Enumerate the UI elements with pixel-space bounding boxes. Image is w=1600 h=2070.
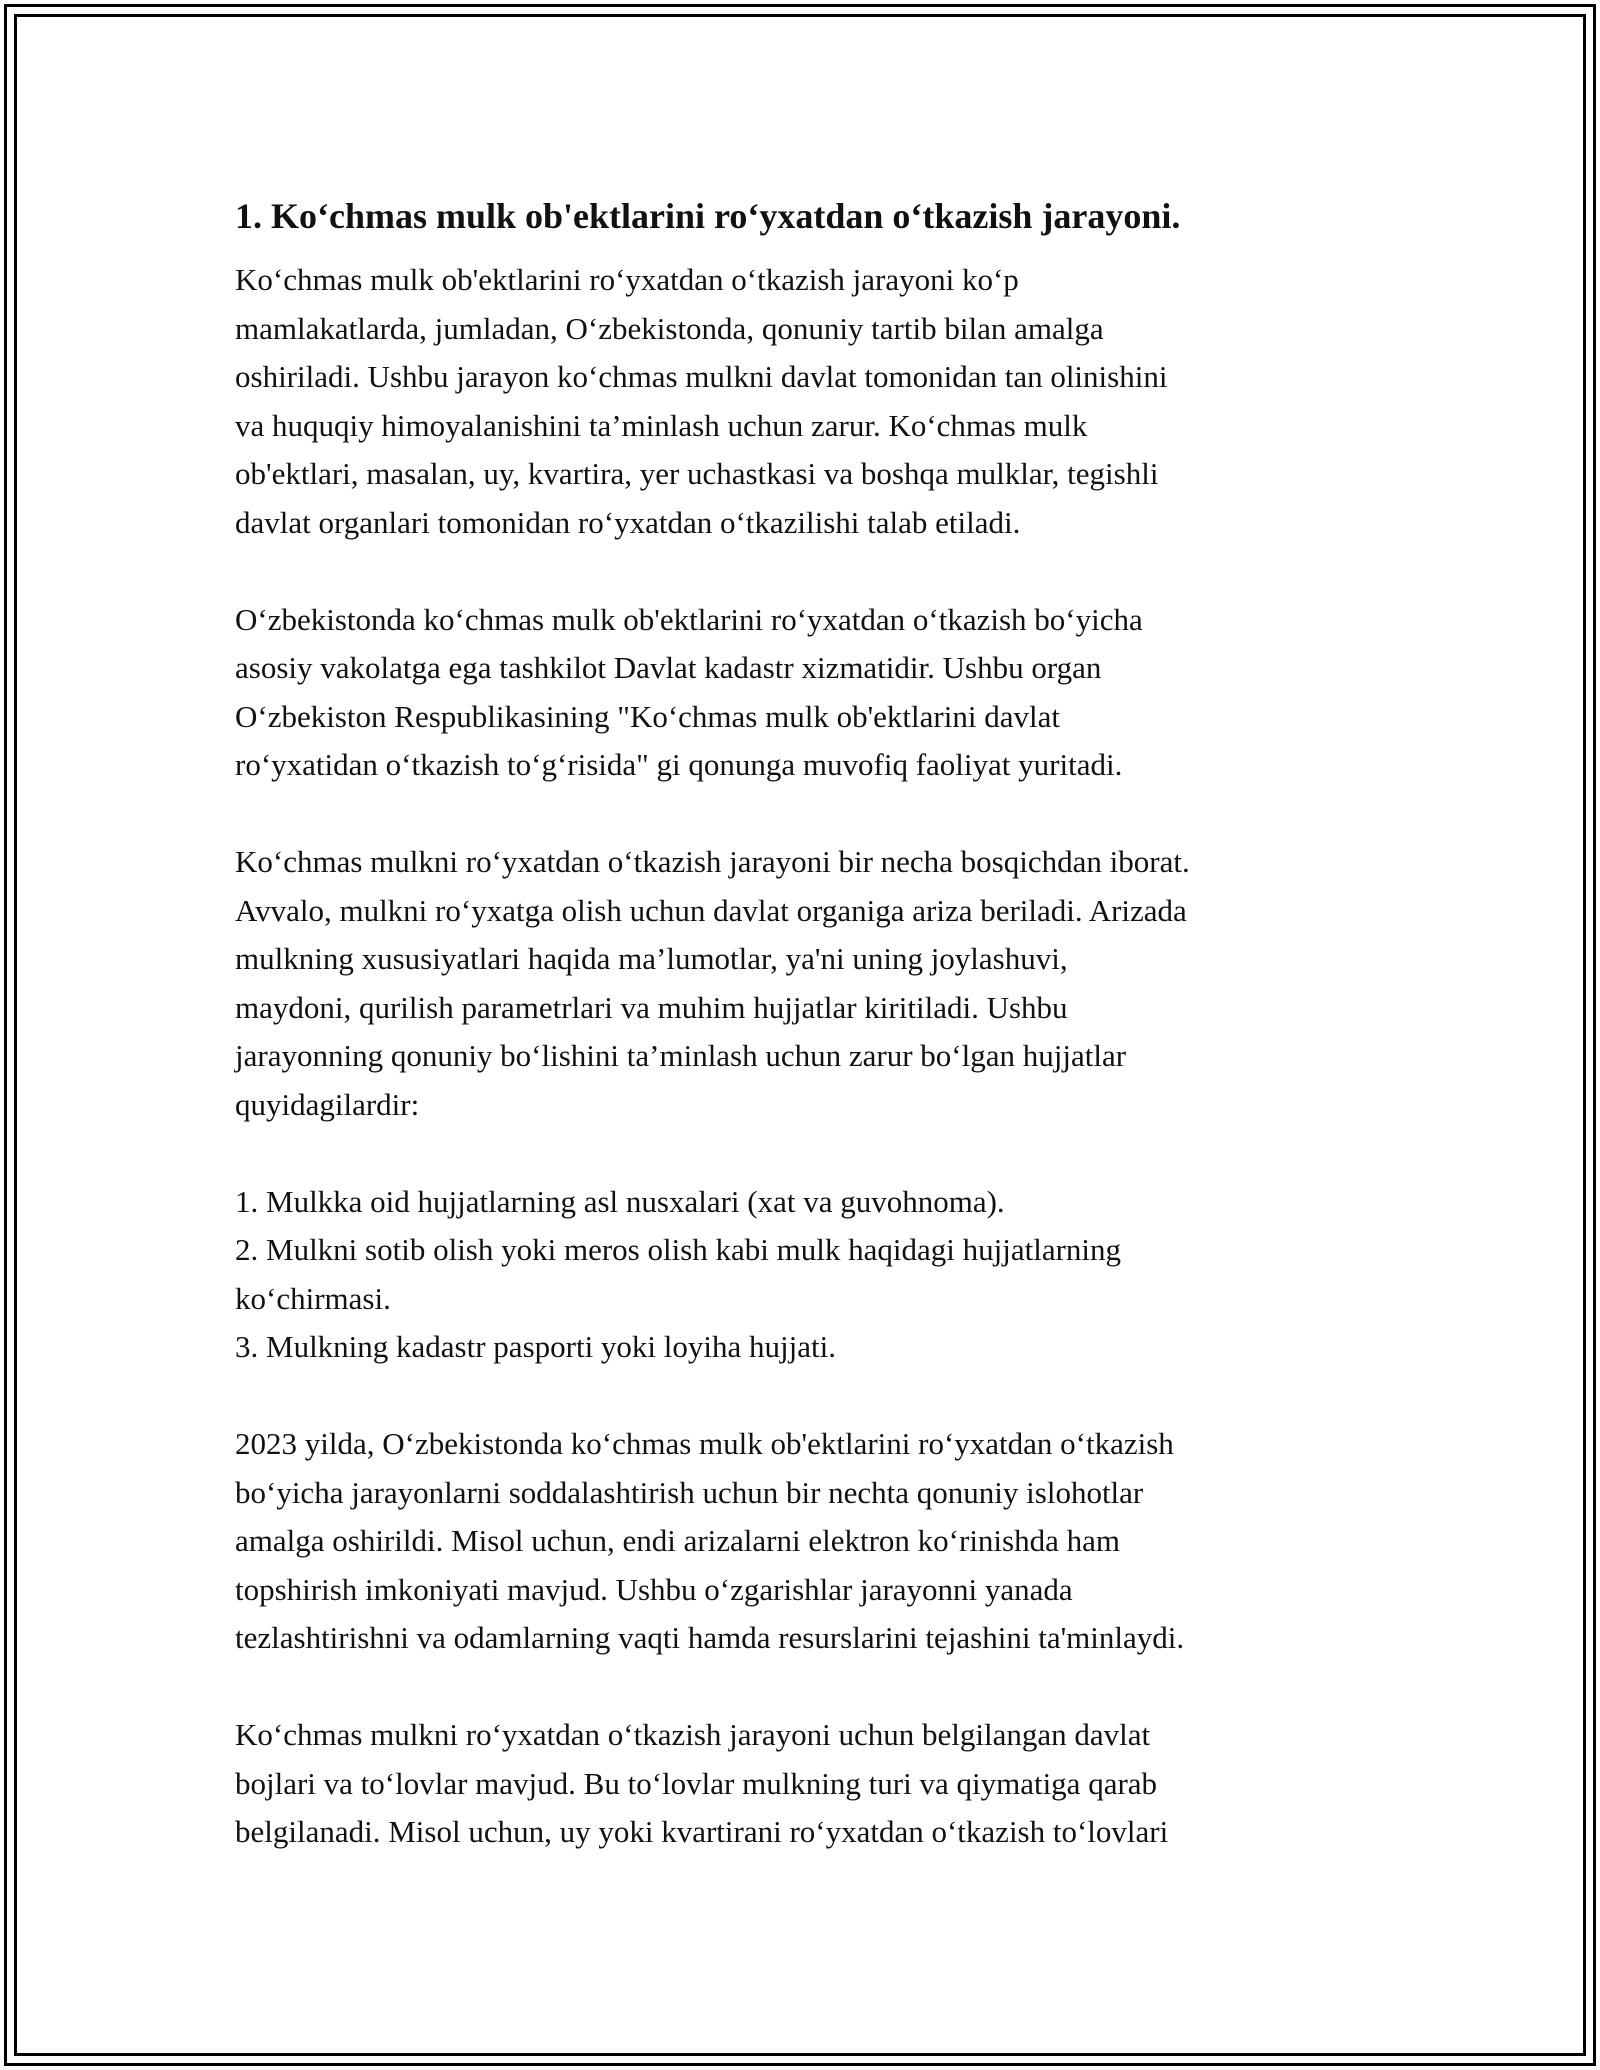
- text-line: belgilanadi. Misol uchun, uy yoki kvartirani ro‘yxatdan o‘tkazish to‘lovlari: [235, 1814, 1169, 1849]
- paragraphs-container: [235, 256, 1385, 1857]
- text-line: O‘zbekiston Respublikasining "Ko‘chmas mulk ob'ektlarini davlat: [235, 698, 1060, 734]
- paragraph: [235, 596, 1385, 790]
- text-line: mulkning xususiyatlari haqida ma’lumotlar, ya'ni uning joylashuvi,: [235, 941, 1068, 976]
- text-line: Ko‘chmas mulk ob'ektlarini ro‘yxatdan o‘tkazish jarayoni ko‘p: [235, 262, 1019, 297]
- text-line: 3. Mulkning kadastr pasporti yoki loyiha hujjati.: [235, 1329, 836, 1364]
- text-line: amalga oshirildi. Misol uchun, endi arizalarni elektron ko‘rinishda ham: [235, 1523, 1120, 1558]
- text-line: ob'ektlari, masalan, uy, kvartira, yer uchastkasi va boshqa mulklar, tegishli: [235, 456, 1159, 491]
- text-line: quyidagilardir:: [235, 1086, 420, 1122]
- text-line: Avvalo, mulkni ro‘yxatga olish uchun davlat organiga ariza beriladi. Arizada: [235, 892, 1187, 928]
- text-line: ro‘yxatidan o‘tkazish to‘g‘risida" gi qonunga muvofiq faoliyat yuritadi.: [235, 747, 1123, 782]
- paragraph: [235, 838, 1385, 1129]
- paragraph: [235, 1178, 1385, 1372]
- text-line: jarayonning qonuniy bo‘lishini ta’minlash uchun zarur bo‘lgan hujjatlar: [235, 1038, 1127, 1073]
- paragraph: [235, 1420, 1385, 1663]
- text-line: tezlashtirishni va odamlarning vaqti hamda resurslarini tejashini ta'minlaydi.: [235, 1620, 1185, 1655]
- text-line: Ko‘chmas mulkni ro‘yxatdan o‘tkazish jarayoni bir necha bosqichdan iborat.: [235, 844, 1190, 879]
- text-line: bo‘yicha jarayonlarni soddalashtirish uchun bir nechta qonuniy islohotlar: [235, 1474, 1144, 1510]
- text-line: va huquqiy himoyalanishini ta’minlash uchun zarur. Ko‘chmas mulk: [235, 407, 1088, 443]
- paragraph: [235, 256, 1385, 547]
- text-line: ko‘chirmasi.: [235, 1280, 391, 1316]
- text-line: bojlari va to‘lovlar mavjud. Bu to‘lovlar mulkning turi va qiymatiga qarab: [235, 1765, 1158, 1801]
- text-line: oshiriladi. Ushbu jarayon ko‘chmas mulkni davlat tomonidan tan olinishini: [235, 359, 1168, 394]
- text-line: O‘zbekistonda ko‘chmas mulk ob'ektlarini ro‘yxatdan o‘tkazish bo‘yicha: [235, 601, 1143, 637]
- text-line: davlat organlari tomonidan ro‘yxatdan o‘tkazilishi talab etiladi.: [235, 504, 1021, 540]
- text-line: 1. Mulkka oid hujjatlarning asl nusxalari (xat va guvohnoma).: [235, 1183, 1005, 1219]
- text-line: mamlakatlarda, jumladan, O‘zbekistonda, qonuniy tartib bilan amalga: [235, 310, 1104, 346]
- text-line: topshirish imkoniyati mavjud. Ushbu o‘zgarishlar jarayonni yanada: [235, 1571, 1073, 1607]
- section-heading: 1. Ko‘chmas mulk ob'ektlarini ro‘yxatdan o‘tkazish jarayoni.: [235, 196, 1181, 236]
- text-line: Ko‘chmas mulkni ro‘yxatdan o‘tkazish jarayoni uchun belgilangan davlat: [235, 1717, 1151, 1752]
- text-line: asosiy vakolatga ega tashkilot Davlat kadastr xizmatidir. Ushbu organ: [235, 650, 1102, 685]
- document-body: [235, 188, 1385, 1905]
- paragraph: [235, 1711, 1385, 1857]
- text-line: 2. Mulkni sotib olish yoki meros olish kabi mulk haqidagi hujjatlarning: [235, 1232, 1122, 1267]
- text-line: 2023 yilda, O‘zbekistonda ko‘chmas mulk ob'ektlarini ro‘yxatdan o‘tkazish: [235, 1426, 1174, 1461]
- text-line: maydoni, qurilish parametrlari va muhim hujjatlar kiritiladi. Ushbu: [235, 989, 1068, 1025]
